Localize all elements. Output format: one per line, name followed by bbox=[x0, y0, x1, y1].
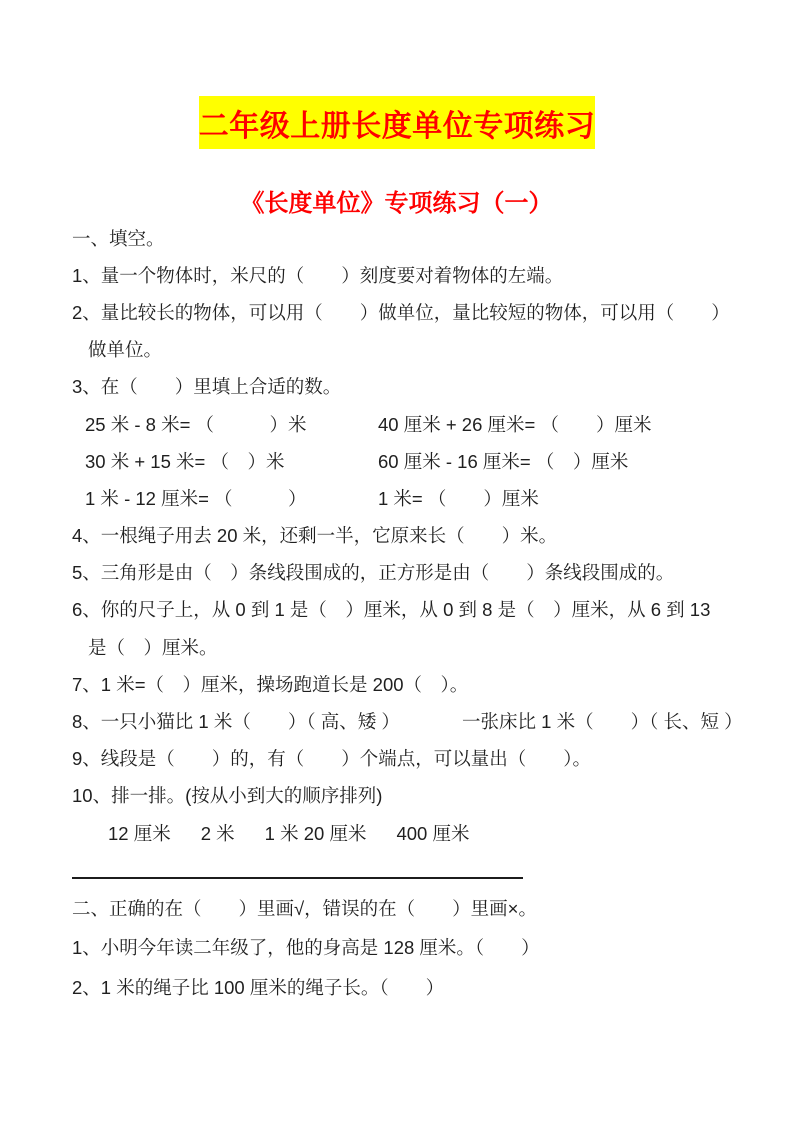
question-8-part1: 8、一只小猫比 1 米（ ）（ 高、矮 ） bbox=[72, 711, 400, 733]
ordering-item: 400 厘米 bbox=[396, 822, 470, 844]
section1-header: 一、填空。 bbox=[72, 227, 165, 249]
fill-question-6-line1: 6、你的尺子上，从 0 到 1 是（ ）厘米，从 0 到 8 是（ ）厘米，从 6 到 13 bbox=[72, 599, 711, 621]
fill-question-4: 4、一根绳子用去 20 米，还剩一半，它原来长（ ）米。 bbox=[72, 525, 558, 547]
equation: 40 厘米 + 26 厘米= （ ）厘米 bbox=[378, 413, 652, 435]
page-title-banner: 二年级上册长度单位专项练习 bbox=[199, 96, 595, 149]
ordering-items bbox=[72, 814, 737, 851]
fill-question-5: 5、三角形是由（ ）条线段围成的，正方形是由（ ）条线段围成的。 bbox=[72, 562, 675, 584]
worksheet-body bbox=[72, 219, 743, 1007]
fill-question-6-line2: 是（ ）厘米。 bbox=[88, 636, 218, 658]
section2-header: 二、正确的在（ ）里画√，错误的在（ ）里画×。 bbox=[72, 897, 537, 919]
equation-row-3 bbox=[72, 479, 737, 516]
equation-row-2 bbox=[72, 442, 737, 479]
fill-question-2-line1: 2、量比较长的物体，可以用（ ）做单位，量比较短的物体，可以用（ ） bbox=[72, 301, 730, 323]
question-8-part2: 一张床比 1 米（ ）（ 长、短 ） bbox=[462, 711, 743, 733]
answer-blank-line bbox=[72, 877, 523, 879]
equation: 1 米 - 12 厘米= （ ） bbox=[85, 487, 307, 509]
equation: 30 米 + 15 米= （ ）米 bbox=[85, 450, 285, 472]
fill-question-8 bbox=[72, 702, 743, 739]
fill-question-7: 7、1 米=（ ）厘米，操场跑道长是 200（ ）。 bbox=[72, 673, 469, 695]
equation: 60 厘米 - 16 厘米= （ ）厘米 bbox=[378, 450, 629, 472]
equation: 25 米 - 8 米= （ ）米 bbox=[85, 413, 307, 435]
ordering-item: 12 厘米 bbox=[108, 822, 171, 844]
ordering-item: 1 米 20 厘米 bbox=[264, 822, 367, 844]
fill-question-10-header: 10、排一排。(按从小到大的顺序排列) bbox=[72, 785, 383, 807]
fill-question-2-line2: 做单位。 bbox=[88, 339, 163, 361]
fill-question-3-header: 3、在（ ）里填上合适的数。 bbox=[72, 376, 342, 398]
judge-question-1: 1、小明今年读二年级了，他的身高是 128 厘米。（ ） bbox=[72, 937, 540, 959]
page-subtitle: 《长度单位》专项练习（一） bbox=[240, 190, 553, 217]
fill-question-9: 9、线段是（ ）的，有（ ）个端点，可以量出（ ）。 bbox=[72, 748, 592, 770]
ordering-item: 2 米 bbox=[200, 822, 235, 844]
equation-row-1 bbox=[72, 405, 737, 442]
fill-question-1: 1、量一个物体时，米尺的（ ）刻度要对着物体的左端。 bbox=[72, 264, 564, 286]
equation: 1 米= （ ）厘米 bbox=[378, 487, 539, 509]
judge-question-2: 2、1 米的绳子比 100 厘米的绳子长。（ ） bbox=[72, 976, 445, 998]
